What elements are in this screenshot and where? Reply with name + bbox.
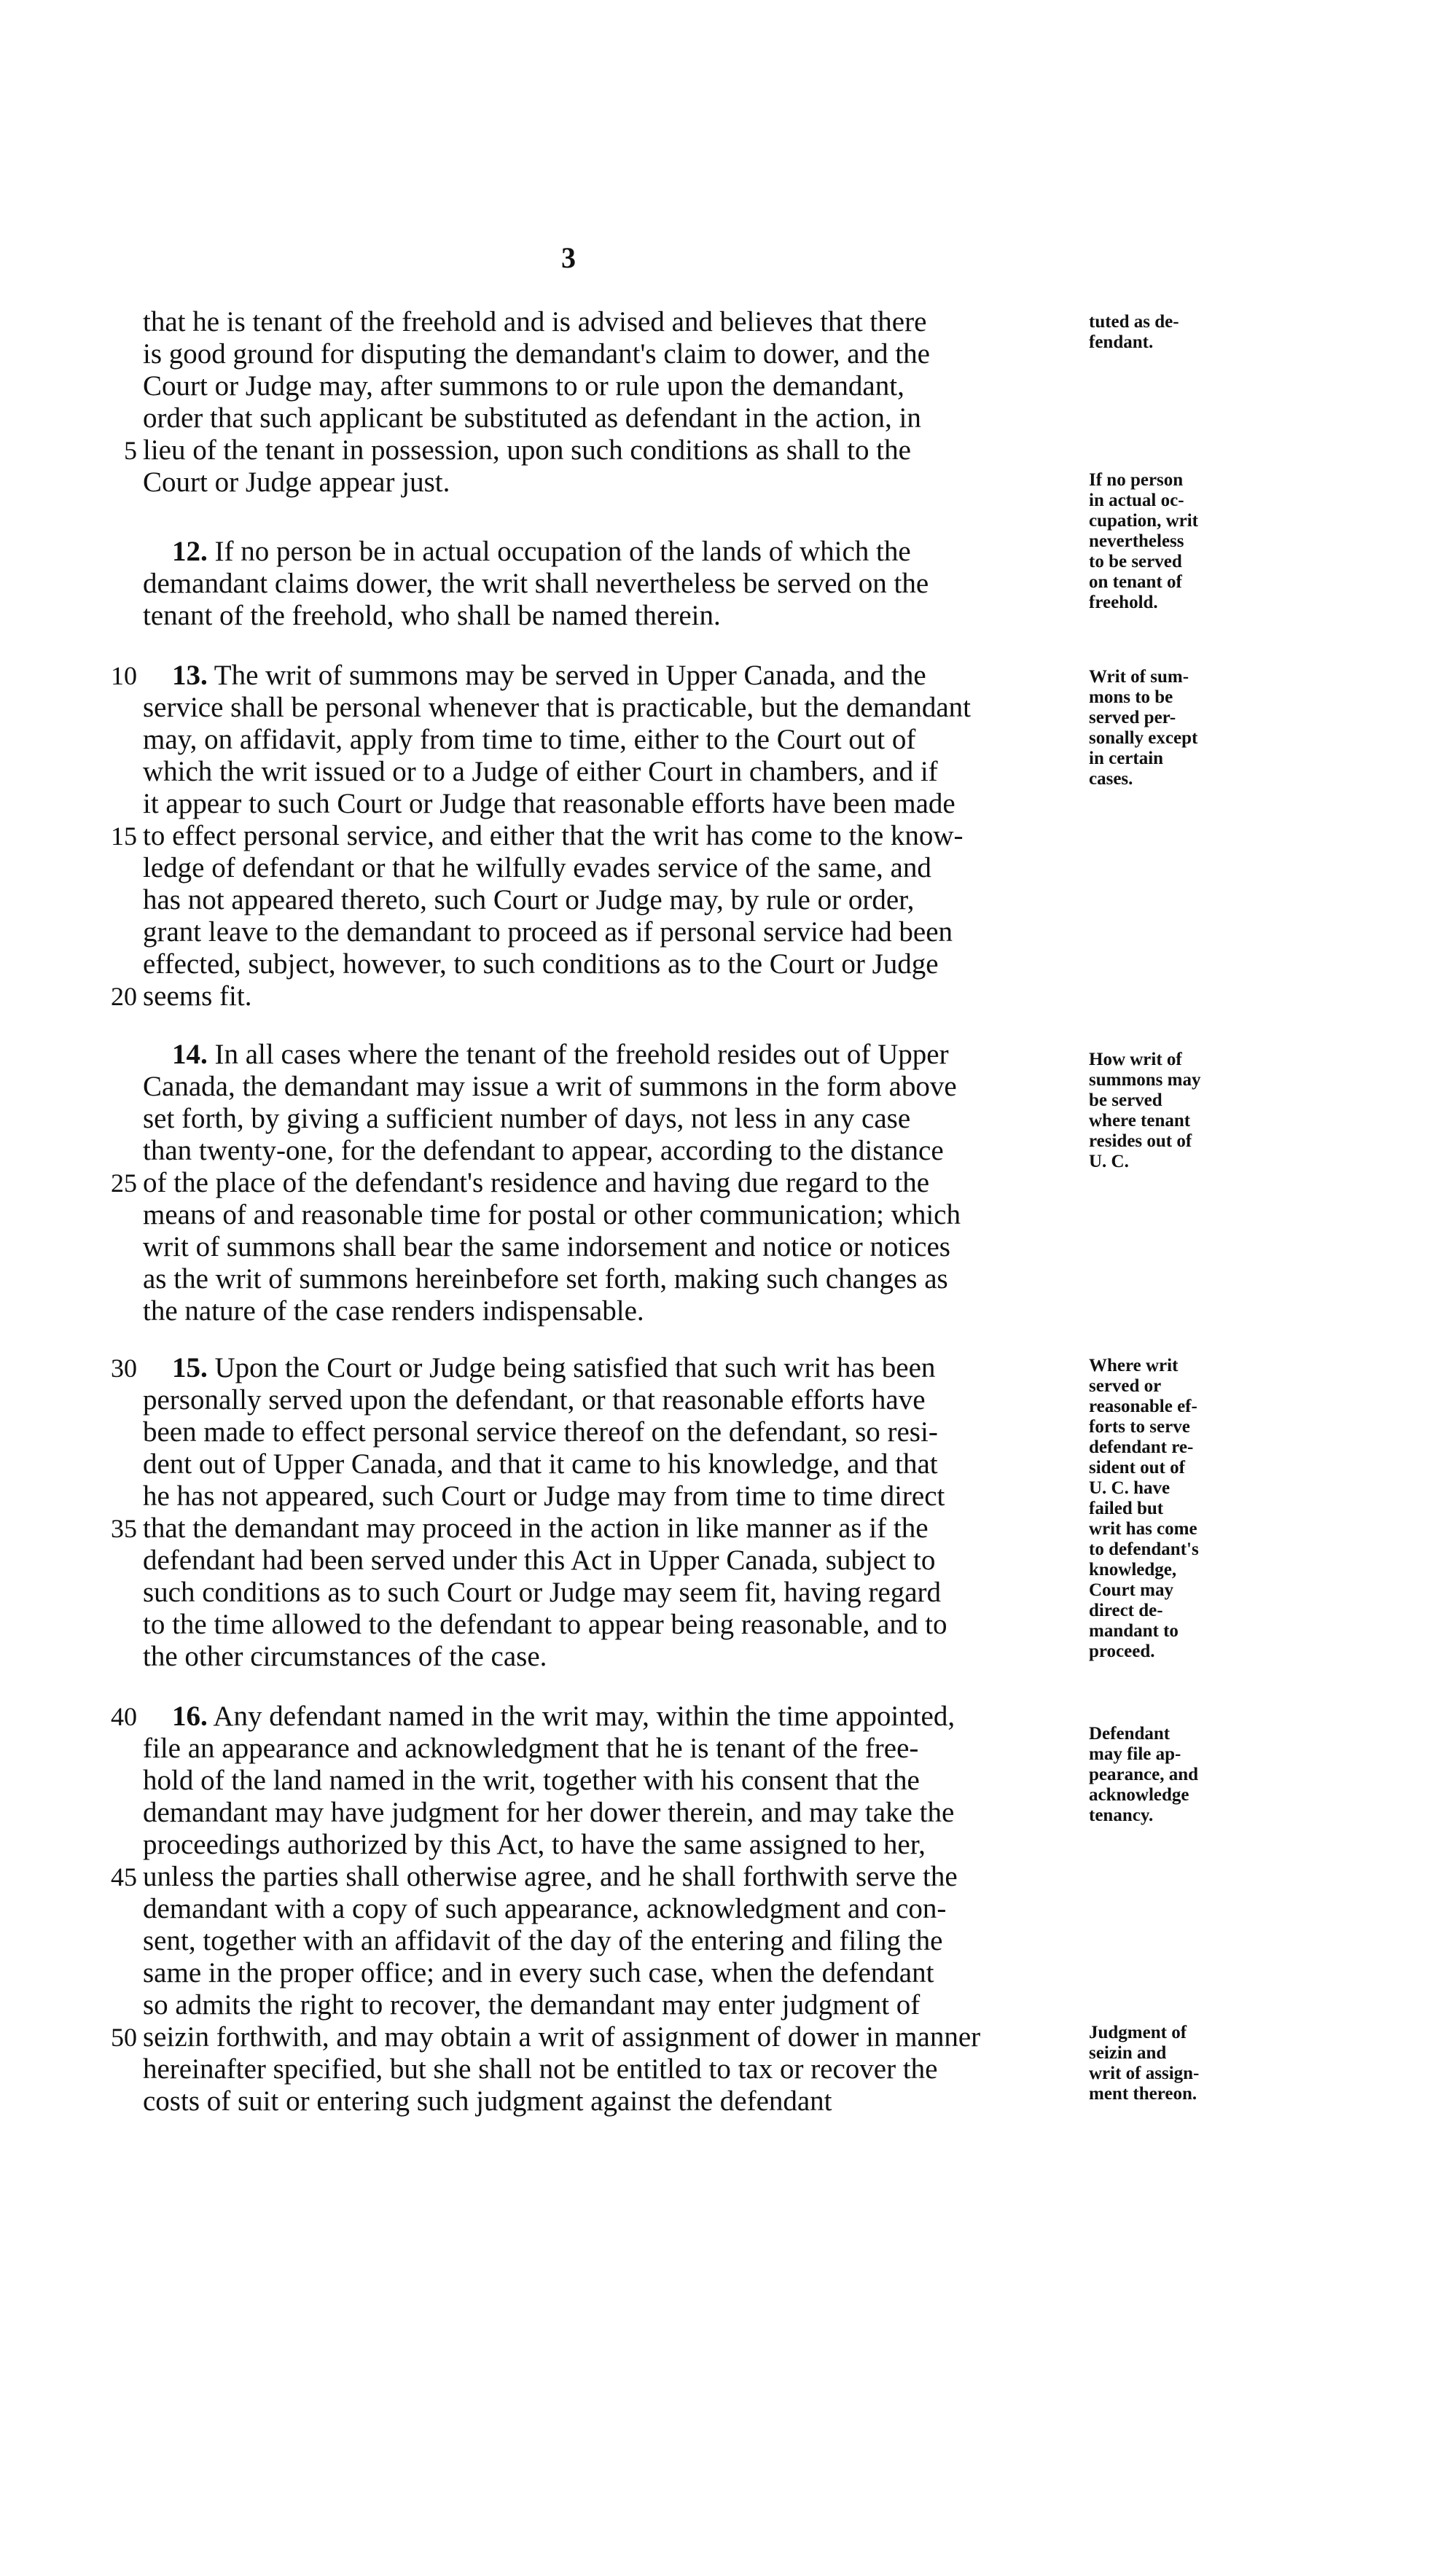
margin-note: If no person in actual oc- cupation, writ nevertheless to be served on tenant of freehold. [1089, 470, 1198, 612]
text-line: is good ground for disputing the demandant's claim to dower, and the [143, 338, 930, 370]
text-line: he has not appeared, such Court or Judge may from time to time direct [143, 1480, 945, 1512]
line-number: 30 [111, 1354, 137, 1383]
section-number: 12. [172, 536, 208, 567]
text-line: that he is tenant of the freehold and is advised and believes that there [143, 306, 927, 337]
text-line: sent, together with an affidavit of the day of the entering and filing the [143, 1925, 943, 1956]
text-line: proceedings authorized by this Act, to have the same assigned to her, [143, 1829, 926, 1860]
text-line: order that such applicant be substituted as defendant in the action, in [143, 402, 921, 434]
text-line: such conditions as to such Court or Judge may seem fit, having regard [143, 1577, 942, 1608]
margin-note: Judgment of seizin and writ of assign- ment thereon. [1089, 2023, 1200, 2104]
line-number: 35 [111, 1514, 137, 1543]
text-line: means of and reasonable time for postal or other communication; which [143, 1199, 961, 1230]
section-15 [111, 1352, 1083, 1673]
text-line: the other circumstances of the case. [143, 1641, 547, 1672]
text-line: personally served upon the defendant, or that reasonable efforts have [143, 1384, 926, 1416]
text-line: Court or Judge may, after summons to or rule upon the demandant, [143, 370, 904, 402]
text-line: 10 13. The writ of summons may be served in Upper Canada, and the [143, 660, 1083, 692]
text-line: dent out of Upper Canada, and that it came to his knowledge, and that [143, 1448, 938, 1480]
text-line: grant leave to the demandant to proceed as if personal service had been [143, 916, 953, 948]
text-line: demandant may have judgment for her dower therein, and may take the [143, 1797, 955, 1828]
text-line: tenant of the freehold, who shall be named therein. [143, 600, 721, 631]
text-line: writ of summons shall bear the same indorsement and notice or notices [143, 1231, 950, 1262]
text-line: ledge of defendant or that he wilfully evades service of the same, and [143, 852, 931, 883]
text-line: 20 seems fit. [143, 980, 1083, 1012]
text-line: 15 to effect personal service, and either that the writ has come to the know- [143, 820, 1083, 852]
section-number: 15. [172, 1352, 208, 1383]
line-number: 45 [111, 1862, 137, 1892]
text-line: 12. If no person be in actual occupation of the lands of which the [172, 536, 911, 567]
text-line: has not appeared thereto, such Court or Judge may, by rule or order, [143, 884, 915, 916]
text-line: Canada, the demandant may issue a writ of summons in the form above [143, 1071, 957, 1102]
section-number: 16. [172, 1701, 208, 1732]
text-line: 30 15. Upon the Court or Judge being satisfied that such writ has been [143, 1352, 1083, 1384]
section-number: 14. [172, 1039, 208, 1070]
line-number: 15 [111, 821, 137, 851]
text-line: so admits the right to recover, the demandant may enter judgment of [143, 1989, 921, 2021]
text-line: 45 unless the parties shall otherwise agree, and he shall forthwith serve the [143, 1861, 1083, 1893]
text-line: same in the proper office; and in every such case, when the defendant [143, 1957, 934, 1988]
text-line: costs of suit or entering such judgment against the defendant [143, 2085, 832, 2117]
text-line: to the time allowed to the defendant to appear being reasonable, and to [143, 1609, 947, 1640]
section-12 [143, 536, 1083, 632]
text-line: been made to effect personal service thereof on the defendant, so resi- [143, 1416, 938, 1448]
margin-note: How writ of summons may be served where tenant resides out of U. C. [1089, 1050, 1201, 1171]
section-16 [111, 1701, 1083, 2118]
text-line: defendant had been served under this Act in Upper Canada, subject to [143, 1545, 936, 1576]
text-line: file an appearance and acknowledgment that he is tenant of the free- [143, 1733, 919, 1764]
margin-note: Where writ served or reasonable ef- forts to serve defendant re- sident out of U. C. have failed but writ has come to defendant's knowledge, Court may direct de- mandant to proceed. [1089, 1356, 1199, 1661]
text-line: Court or Judge appear just. [143, 467, 450, 498]
text-line: 25 of the place of the defendant's residence and having due regard to the [143, 1167, 1083, 1199]
margin-note: tuted as de- fendant. [1089, 312, 1179, 352]
text-line: hold of the land named in the writ, together with his consent that the [143, 1765, 920, 1796]
section-number: 13. [172, 660, 208, 691]
text-line: than twenty-one, for the defendant to appear, according to the distance [143, 1135, 944, 1166]
text-line: demandant claims dower, the writ shall nevertheless be served on the [143, 568, 929, 599]
text-line: set forth, by giving a sufficient number of days, not less in any case [143, 1103, 911, 1134]
text-line: 50 seizin forthwith, and may obtain a writ of assignment of dower in manner [143, 2021, 1083, 2053]
text-line: 35 that the demandant may proceed in the action in like manner as if the [143, 1513, 1083, 1545]
line-number: 50 [111, 2023, 137, 2052]
text-line: may, on affidavit, apply from time to time, either to the Court out of [143, 724, 916, 755]
line-number: 5 [124, 436, 137, 465]
margin-note: Writ of sum- mons to be served per- sonally except in certain cases. [1089, 667, 1198, 789]
text-line: it appear to such Court or Judge that reasonable efforts have been made [143, 788, 955, 819]
text-line: demandant with a copy of such appearance, acknowledgment and con- [143, 1893, 947, 1924]
section-13 [111, 660, 1083, 1012]
text-line: hereinafter specified, but she shall not be entitled to tax or recover the [143, 2053, 938, 2085]
text-line: which the writ issued or to a Judge of either Court in chambers, and if [143, 756, 938, 787]
line-number: 40 [111, 1702, 137, 1731]
text-line: 40 16. Any defendant named in the writ may, within the time appointed, [143, 1701, 1083, 1733]
text-line: the nature of the case renders indispensable. [143, 1295, 644, 1327]
paragraph-continuation [124, 306, 1083, 499]
line-number: 10 [111, 661, 137, 690]
section-14 [111, 1039, 1083, 1327]
text-line: 14. In all cases where the tenant of the freehold resides out of Upper [172, 1039, 949, 1070]
text-line: effected, subject, however, to such conditions as to the Court or Judge [143, 948, 939, 980]
line-number: 20 [111, 982, 137, 1011]
margin-note: Defendant may file ap- pearance, and acknowledge tenancy. [1089, 1724, 1198, 1825]
text-line: 5 lieu of the tenant in possession, upon such conditions as shall to the [143, 434, 1083, 467]
line-number: 25 [111, 1168, 137, 1198]
text-line: service shall be personal whenever that is practicable, but the demandant [143, 692, 971, 723]
text-line: as the writ of summons hereinbefore set forth, making such changes as [143, 1263, 948, 1295]
page-number: 3 [561, 241, 576, 274]
